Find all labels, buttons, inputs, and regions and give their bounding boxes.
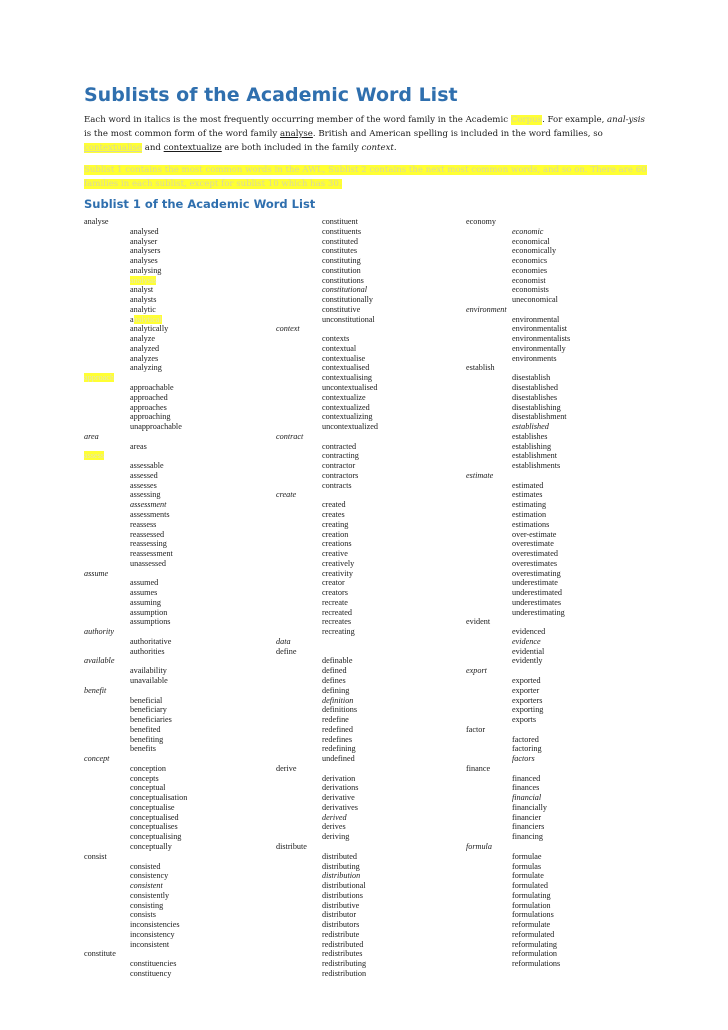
family-member: conceptualised bbox=[130, 812, 179, 822]
intro-text: . bbox=[393, 143, 397, 153]
family-member: formulas bbox=[512, 861, 542, 871]
family-member: approaches bbox=[130, 402, 167, 412]
family-member: conceptually bbox=[130, 842, 172, 851]
family-member: analyst bbox=[130, 285, 154, 295]
family-member: disestablishing bbox=[512, 402, 561, 412]
family-member: establishing bbox=[512, 441, 552, 451]
headword: benefit bbox=[84, 685, 107, 695]
family-member: exporters bbox=[512, 695, 543, 705]
family-member: constituting bbox=[322, 256, 361, 266]
family-member: uneconomical bbox=[512, 295, 558, 305]
family-member: redefine bbox=[322, 715, 349, 725]
intro-text: Each word in italics is the most frequently occurring member of the word family in the Academic bbox=[84, 115, 511, 125]
headword: environment bbox=[466, 304, 507, 314]
family-member: reformulated bbox=[512, 929, 555, 939]
family-member: reassessment bbox=[130, 549, 173, 559]
family-member: defining bbox=[322, 685, 350, 695]
family-member: benefited bbox=[130, 724, 161, 734]
family-member: creation bbox=[322, 529, 349, 539]
family-member: analyser bbox=[130, 236, 158, 246]
family-member: analysing bbox=[130, 265, 162, 275]
family-member: estimates bbox=[512, 490, 543, 500]
underlined-contextualize: contextualize bbox=[163, 143, 222, 153]
family-member: contracts bbox=[322, 480, 352, 490]
family-member: created bbox=[322, 500, 346, 510]
family-member: estimating bbox=[512, 500, 547, 510]
family-member: factoring bbox=[512, 744, 542, 754]
family-member: contexts bbox=[322, 334, 350, 344]
headword: economy bbox=[466, 217, 497, 226]
family-member: evidenced bbox=[512, 627, 546, 637]
family-member: analytic bbox=[130, 304, 156, 314]
family-member: contractor bbox=[322, 461, 356, 471]
family-member: derivative bbox=[322, 793, 355, 803]
family-member: approached bbox=[130, 392, 168, 402]
family-member: creating bbox=[322, 519, 349, 529]
family-member: constituted bbox=[322, 236, 358, 246]
family-member: defined bbox=[322, 666, 347, 676]
family-member: constitutes bbox=[322, 246, 358, 256]
family-member: redefines bbox=[322, 734, 353, 744]
headword: define bbox=[276, 646, 297, 656]
family-member: deriving bbox=[322, 832, 350, 842]
family-member: conceptualising bbox=[130, 832, 182, 842]
family-member: constituency bbox=[130, 968, 172, 978]
family-member: overestimating bbox=[512, 568, 561, 578]
family-member: uncontextualised bbox=[322, 383, 378, 393]
family-member: constitutional bbox=[322, 285, 368, 295]
family-member: exporting bbox=[512, 705, 544, 715]
family-member: financial bbox=[512, 793, 542, 803]
family-member: redistribute bbox=[322, 929, 360, 939]
family-member: factored bbox=[512, 734, 539, 744]
family-member: defines bbox=[322, 675, 346, 685]
family-member: evidence bbox=[512, 636, 541, 646]
headword: approach bbox=[84, 373, 115, 383]
family-member: constitutions bbox=[322, 275, 364, 285]
family-member: assessments bbox=[130, 509, 170, 519]
family-member: redefining bbox=[322, 744, 356, 754]
family-member: inconsistent bbox=[130, 939, 170, 949]
family-member: financed bbox=[512, 773, 541, 783]
family-member: creative bbox=[322, 549, 348, 559]
family-member: exported bbox=[512, 675, 541, 685]
family-member: reformulations bbox=[512, 959, 561, 969]
family-member: analysis bbox=[130, 275, 157, 285]
family-member: distributors bbox=[322, 920, 360, 930]
family-member: beneficiary bbox=[130, 705, 167, 715]
family-member: conceptualise bbox=[130, 802, 175, 812]
family-member: conceptualisation bbox=[130, 793, 188, 803]
family-member: conceptualises bbox=[130, 822, 178, 832]
family-member: consistently bbox=[130, 890, 170, 900]
family-member: contextualised bbox=[322, 363, 370, 373]
family-member: environmentalist bbox=[512, 324, 568, 334]
headword: area bbox=[84, 431, 99, 441]
family-member: inconsistency bbox=[130, 929, 175, 939]
family-member: consists bbox=[130, 910, 156, 920]
headword: analyse bbox=[84, 217, 109, 226]
family-member: redistributes bbox=[322, 949, 363, 959]
intro-text: are both included in the family bbox=[221, 143, 362, 153]
family-member: environmentally bbox=[512, 343, 566, 353]
family-member: conceptual bbox=[130, 783, 166, 793]
family-member: established bbox=[512, 422, 549, 432]
family-member: creators bbox=[322, 588, 348, 598]
highlight-corpus: Corpus bbox=[510, 115, 543, 125]
family-member: formulations bbox=[512, 910, 554, 920]
family-member: financier bbox=[512, 812, 542, 822]
family-member: evidential bbox=[512, 646, 545, 656]
family-member: creator bbox=[322, 578, 345, 588]
family-member: derivations bbox=[322, 783, 359, 793]
intro-sublist-paragraph bbox=[84, 163, 650, 191]
family-member: formulated bbox=[512, 881, 548, 891]
family-member: recreates bbox=[322, 617, 352, 627]
family-member: environmental bbox=[512, 314, 560, 324]
family-member: reassessed bbox=[130, 529, 165, 539]
family-member: finances bbox=[512, 783, 540, 793]
highlight-contextualise: contextualise bbox=[84, 143, 143, 153]
family-member: financiers bbox=[512, 822, 545, 832]
family-member: derivatives bbox=[322, 802, 358, 812]
family-member: assessable bbox=[130, 461, 164, 471]
family-member: disestablishes bbox=[512, 392, 558, 402]
word-column-2 bbox=[276, 217, 378, 979]
family-member: factors bbox=[512, 754, 535, 764]
family-member: overestimate bbox=[512, 539, 554, 549]
family-member: creations bbox=[322, 539, 352, 549]
family-member: economical bbox=[512, 236, 550, 246]
family-member: conception bbox=[130, 763, 166, 773]
family-member: definitions bbox=[322, 705, 358, 715]
family-member: assumes bbox=[130, 588, 158, 598]
family-member: definable bbox=[322, 656, 353, 666]
family-member: approachable bbox=[130, 383, 174, 393]
family-member: reassess bbox=[130, 519, 157, 529]
family-member: recreating bbox=[322, 627, 355, 637]
family-member: uncontextualized bbox=[322, 422, 378, 432]
word-column-3 bbox=[466, 217, 570, 969]
family-member: beneficiaries bbox=[130, 715, 172, 725]
family-member: exports bbox=[512, 715, 537, 725]
family-member: creativity bbox=[322, 568, 353, 578]
family-member: inconsistencies bbox=[130, 920, 180, 930]
family-member: assumptions bbox=[130, 617, 171, 627]
headword: data bbox=[276, 636, 291, 646]
family-member: establishments bbox=[512, 461, 561, 471]
intro-text: is the most common form of the word family bbox=[84, 129, 280, 139]
family-member: analyzes bbox=[130, 353, 159, 363]
family-member: assessing bbox=[130, 490, 161, 500]
family-member: distributed bbox=[322, 851, 358, 861]
family-member: estimated bbox=[512, 480, 544, 490]
family-member: reformulating bbox=[512, 939, 558, 949]
family-member: economically bbox=[512, 246, 557, 256]
family-member: analytical bbox=[130, 314, 162, 324]
family-member: contractors bbox=[322, 470, 359, 480]
family-member: contracting bbox=[322, 451, 359, 461]
family-member: unassessed bbox=[130, 558, 166, 568]
family-member: evidently bbox=[512, 656, 543, 666]
family-member: disestablishment bbox=[512, 412, 567, 422]
headword: evident bbox=[466, 617, 491, 627]
family-member: economist bbox=[512, 275, 546, 285]
family-member: analysts bbox=[130, 295, 157, 305]
family-member: overestimated bbox=[512, 549, 558, 559]
sublist-heading: Sublist 1 of the Academic Word List bbox=[84, 197, 316, 211]
family-member: disestablished bbox=[512, 383, 558, 393]
family-member: reassessing bbox=[130, 539, 167, 549]
intro-text: and bbox=[142, 143, 164, 153]
family-member: authorities bbox=[130, 646, 165, 656]
family-member: constitution bbox=[322, 265, 361, 275]
family-member: contextualising bbox=[322, 373, 373, 383]
intro-paragraph bbox=[84, 113, 650, 155]
family-member: distributing bbox=[322, 861, 360, 871]
family-member: assuming bbox=[130, 597, 161, 607]
family-member: constituencies bbox=[130, 959, 177, 969]
family-member: underestimate bbox=[512, 578, 558, 588]
family-member: formulating bbox=[512, 890, 551, 900]
family-member: analytically bbox=[130, 324, 169, 334]
family-member: authoritative bbox=[130, 636, 172, 646]
family-member: reformulation bbox=[512, 949, 558, 959]
headword: distribute bbox=[276, 842, 307, 851]
family-member: recreate bbox=[322, 597, 348, 607]
family-member: establishment bbox=[512, 451, 558, 461]
family-member: creatively bbox=[322, 558, 355, 568]
family-member: underestimates bbox=[512, 597, 562, 607]
headword: estimate bbox=[466, 470, 494, 480]
family-member: establishes bbox=[512, 431, 548, 441]
headword: contract bbox=[276, 431, 304, 441]
family-member: analyze bbox=[130, 334, 155, 344]
family-member: contracted bbox=[322, 441, 357, 451]
underlined-analyse: analyse bbox=[279, 129, 313, 139]
family-member: distributive bbox=[322, 900, 360, 910]
family-member: consisted bbox=[130, 861, 161, 871]
family-member: approaching bbox=[130, 412, 171, 422]
family-member: areas bbox=[130, 441, 147, 451]
family-member: assessed bbox=[130, 470, 158, 480]
intro-text: . British and American spelling is included in the word families, so bbox=[312, 129, 603, 139]
family-member: unconstitutional bbox=[322, 314, 375, 324]
family-member: reformulate bbox=[512, 920, 551, 930]
headword: assume bbox=[84, 568, 109, 578]
family-member: analysed bbox=[130, 226, 159, 236]
family-member: contextualise bbox=[322, 353, 366, 363]
family-member: recreated bbox=[322, 607, 352, 617]
example-context: context bbox=[361, 143, 394, 153]
family-member: contextualized bbox=[322, 402, 370, 412]
family-member: underestimating bbox=[512, 607, 565, 617]
headword: formula bbox=[466, 842, 492, 851]
family-member: distributional bbox=[322, 881, 366, 891]
family-member: assumed bbox=[130, 578, 159, 588]
family-member: concepts bbox=[130, 773, 159, 783]
family-member: constitutive bbox=[322, 304, 361, 314]
family-member: availability bbox=[130, 666, 167, 676]
headword: factor bbox=[466, 724, 486, 734]
family-member: redistribution bbox=[322, 968, 367, 978]
family-member: economies bbox=[512, 265, 548, 275]
headword: consist bbox=[84, 851, 107, 861]
family-member: redefined bbox=[322, 724, 353, 734]
family-member: distributions bbox=[322, 890, 363, 900]
family-member: assessment bbox=[130, 500, 167, 510]
family-member: undefined bbox=[322, 754, 355, 764]
family-member: benefits bbox=[130, 744, 156, 754]
family-member: derivation bbox=[322, 773, 356, 783]
family-member: environmentalists bbox=[512, 334, 571, 344]
family-member: formulation bbox=[512, 900, 551, 910]
family-member: financing bbox=[512, 832, 543, 842]
family-member: unapproachable bbox=[130, 422, 182, 432]
highlight-sublist-note: Sublist 1 contains the most common words in the AWL, Sublist 2 contains the next most common words, and so on. There are 60 families in each sublist, except for sublist 10 which has 30. bbox=[84, 165, 647, 189]
family-member: financially bbox=[512, 802, 548, 812]
family-member: benefiting bbox=[130, 734, 164, 744]
family-member: analysers bbox=[130, 246, 161, 256]
family-member: analyzed bbox=[130, 343, 160, 353]
family-member: assumption bbox=[130, 607, 168, 617]
family-member: constitutionally bbox=[322, 295, 373, 305]
family-member: constituent bbox=[322, 217, 358, 226]
family-member: distribution bbox=[322, 871, 361, 881]
family-member: disestablish bbox=[512, 373, 551, 383]
family-member: economists bbox=[512, 285, 549, 295]
family-member: distributor bbox=[322, 910, 357, 920]
family-member: derived bbox=[322, 812, 347, 822]
family-member: redistributing bbox=[322, 959, 367, 969]
family-member: underestimated bbox=[512, 588, 563, 598]
family-member: contextualize bbox=[322, 392, 366, 402]
headword: finance bbox=[466, 763, 491, 773]
family-member: consistent bbox=[130, 881, 163, 891]
family-member: over-estimate bbox=[512, 529, 557, 539]
intro-text: . For example, bbox=[542, 115, 608, 125]
headword: concept bbox=[84, 754, 110, 764]
family-member: analyzing bbox=[130, 363, 162, 373]
family-member: assesses bbox=[130, 480, 157, 490]
family-member: estimation bbox=[512, 509, 547, 519]
family-member: beneficial bbox=[130, 695, 163, 705]
family-member: environments bbox=[512, 353, 557, 363]
family-member: consistency bbox=[130, 871, 169, 881]
headword: derive bbox=[276, 763, 297, 773]
family-member: derives bbox=[322, 822, 346, 832]
family-member: analyses bbox=[130, 256, 158, 266]
family-member: unavailable bbox=[130, 675, 168, 685]
family-member: constituents bbox=[322, 226, 362, 236]
family-member: economics bbox=[512, 256, 548, 266]
headword: context bbox=[276, 324, 300, 334]
family-member: consisting bbox=[130, 900, 164, 910]
family-member: contextual bbox=[322, 343, 357, 353]
example-analysis: anal-ysis bbox=[607, 115, 645, 125]
headword: establish bbox=[466, 363, 495, 373]
family-member: contextualizing bbox=[322, 412, 373, 422]
family-member: redistributed bbox=[322, 939, 364, 949]
word-column-1 bbox=[84, 217, 187, 979]
headword: export bbox=[466, 666, 487, 676]
headword: authority bbox=[84, 627, 115, 637]
headword: available bbox=[84, 656, 115, 666]
family-member: overestimates bbox=[512, 558, 558, 568]
family-member: definition bbox=[322, 695, 354, 705]
family-member: creates bbox=[322, 509, 345, 519]
headword: constitute bbox=[84, 949, 116, 959]
headword: create bbox=[276, 490, 297, 500]
family-member: exporter bbox=[512, 685, 540, 695]
family-member: estimations bbox=[512, 519, 550, 529]
family-member: economic bbox=[512, 226, 544, 236]
page-title: Sublists of the Academic Word List bbox=[84, 84, 458, 106]
family-member: formulae bbox=[512, 851, 542, 861]
headword: assess bbox=[84, 451, 105, 461]
family-member: formulate bbox=[512, 871, 544, 881]
